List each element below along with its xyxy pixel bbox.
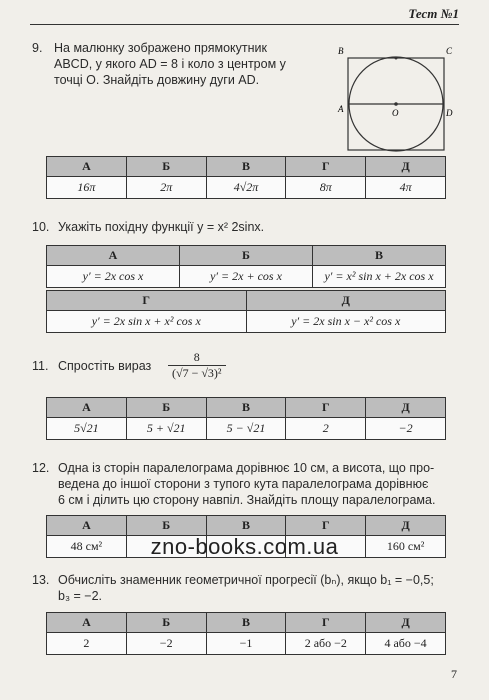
option-header: Д bbox=[366, 398, 446, 418]
option-header: В bbox=[206, 613, 286, 633]
question-text: Укажіть похідну функції y = x² 2sinx. bbox=[58, 220, 265, 234]
option-value: 2 bbox=[47, 633, 127, 655]
page-number: 7 bbox=[451, 667, 457, 681]
answer-table-q10-row1 bbox=[46, 245, 446, 288]
question-number: 9. bbox=[32, 41, 43, 55]
option-value: 4√2π bbox=[206, 177, 286, 199]
answer-table-q9 bbox=[46, 156, 446, 199]
option-value: 5√21 bbox=[47, 418, 127, 440]
option-header: А bbox=[47, 516, 127, 536]
question-13 bbox=[32, 572, 462, 604]
answer-table-q11 bbox=[46, 397, 446, 440]
option-header: В bbox=[313, 246, 446, 266]
option-value: 5 − √21 bbox=[206, 418, 286, 440]
question-number: 12. bbox=[32, 461, 50, 475]
option-header: Г bbox=[286, 398, 366, 418]
option-header: А bbox=[47, 398, 127, 418]
label-D: D bbox=[446, 108, 453, 118]
option-value: 4 або −4 bbox=[366, 633, 446, 655]
question-number: 10. bbox=[32, 220, 50, 234]
option-value: −2 bbox=[366, 418, 446, 440]
question-9 bbox=[32, 40, 342, 88]
option-header: Г bbox=[47, 291, 247, 311]
question-line: ABCD, у якого AD = 8 і коло з центром у bbox=[54, 57, 286, 71]
option-header: В bbox=[206, 516, 286, 536]
option-header: Д bbox=[246, 291, 446, 311]
option-header: В bbox=[206, 398, 286, 418]
option-value: 160 см² bbox=[366, 536, 446, 558]
option-value: 16π bbox=[47, 177, 127, 199]
option-value: y′ = 2x sin x + x² cos x bbox=[47, 311, 247, 333]
question-number: 13. bbox=[32, 573, 50, 587]
option-header: Б bbox=[126, 157, 206, 177]
option-header: А bbox=[47, 246, 180, 266]
option-value: 8π bbox=[286, 177, 366, 199]
option-header: А bbox=[47, 157, 127, 177]
label-A: A bbox=[338, 104, 344, 114]
question-line: ведена до іншої сторони з тупого кута паралелограма дорівнює bbox=[58, 477, 429, 491]
question-line: Обчисліть знаменник геометричної прогресії (bₙ), якщо b₁ = −0,5; bbox=[58, 573, 434, 587]
option-value: 48 см² bbox=[47, 536, 127, 558]
question-12 bbox=[32, 460, 462, 508]
option-header: Г bbox=[286, 516, 366, 536]
option-header: Г bbox=[286, 157, 366, 177]
option-value: y′ = x² sin x + 2x cos x bbox=[313, 266, 446, 288]
option-header: Б bbox=[126, 398, 206, 418]
option-value: y′ = 2x + cos x bbox=[180, 266, 313, 288]
option-header: В bbox=[206, 157, 286, 177]
question-number: 11. bbox=[32, 359, 49, 373]
question-line: Одна із сторін паралелограма дорівнює 10 см, а висота, що про- bbox=[58, 461, 435, 475]
question-text: Спростіть вираз bbox=[58, 359, 152, 373]
option-header: Б bbox=[126, 516, 206, 536]
question-line: точці O. Знайдіть довжину дуги AD. bbox=[54, 73, 260, 87]
option-value: 2π bbox=[126, 177, 206, 199]
question-10 bbox=[32, 219, 264, 235]
option-value: 5 + √21 bbox=[126, 418, 206, 440]
watermark-text: zno-books.com.ua bbox=[150, 534, 339, 559]
header-rule bbox=[30, 24, 459, 25]
option-value: 2 або −2 bbox=[286, 633, 366, 655]
option-value: −2 bbox=[126, 633, 206, 655]
option-value: 2 bbox=[286, 418, 366, 440]
answer-table-q13 bbox=[46, 612, 446, 655]
option-value: −1 bbox=[206, 633, 286, 655]
option-header: Д bbox=[366, 157, 446, 177]
option-header: А bbox=[47, 613, 127, 633]
option-value: y′ = 2x sin x − x² cos x bbox=[246, 311, 446, 333]
option-value: 4π bbox=[366, 177, 446, 199]
header-title: Тест №1 bbox=[408, 6, 459, 21]
fraction-numerator: 8 bbox=[168, 350, 226, 366]
rectangle-circle-figure bbox=[336, 44, 456, 154]
option-header: Г bbox=[286, 613, 366, 633]
fraction-denominator: (√7 − √3)² bbox=[172, 366, 222, 380]
label-O: O bbox=[392, 108, 399, 118]
option-header: Д bbox=[366, 516, 446, 536]
question-line: b₃ = −2. bbox=[58, 589, 103, 603]
question-line: На малюнку зображено прямокутник bbox=[54, 41, 267, 55]
option-header: Б bbox=[126, 613, 206, 633]
option-header: Б bbox=[180, 246, 313, 266]
answer-table-q10-row2 bbox=[46, 290, 446, 333]
question-11 bbox=[32, 358, 151, 374]
question-line: 6 см і ділить цю сторону навпіл. Знайдіть площу паралелограма. bbox=[58, 493, 436, 507]
option-header: Д bbox=[366, 613, 446, 633]
label-B: B bbox=[338, 46, 344, 56]
label-C: C bbox=[446, 46, 453, 56]
option-value: y′ = 2x cos x bbox=[47, 266, 180, 288]
fraction-expression bbox=[168, 350, 226, 381]
